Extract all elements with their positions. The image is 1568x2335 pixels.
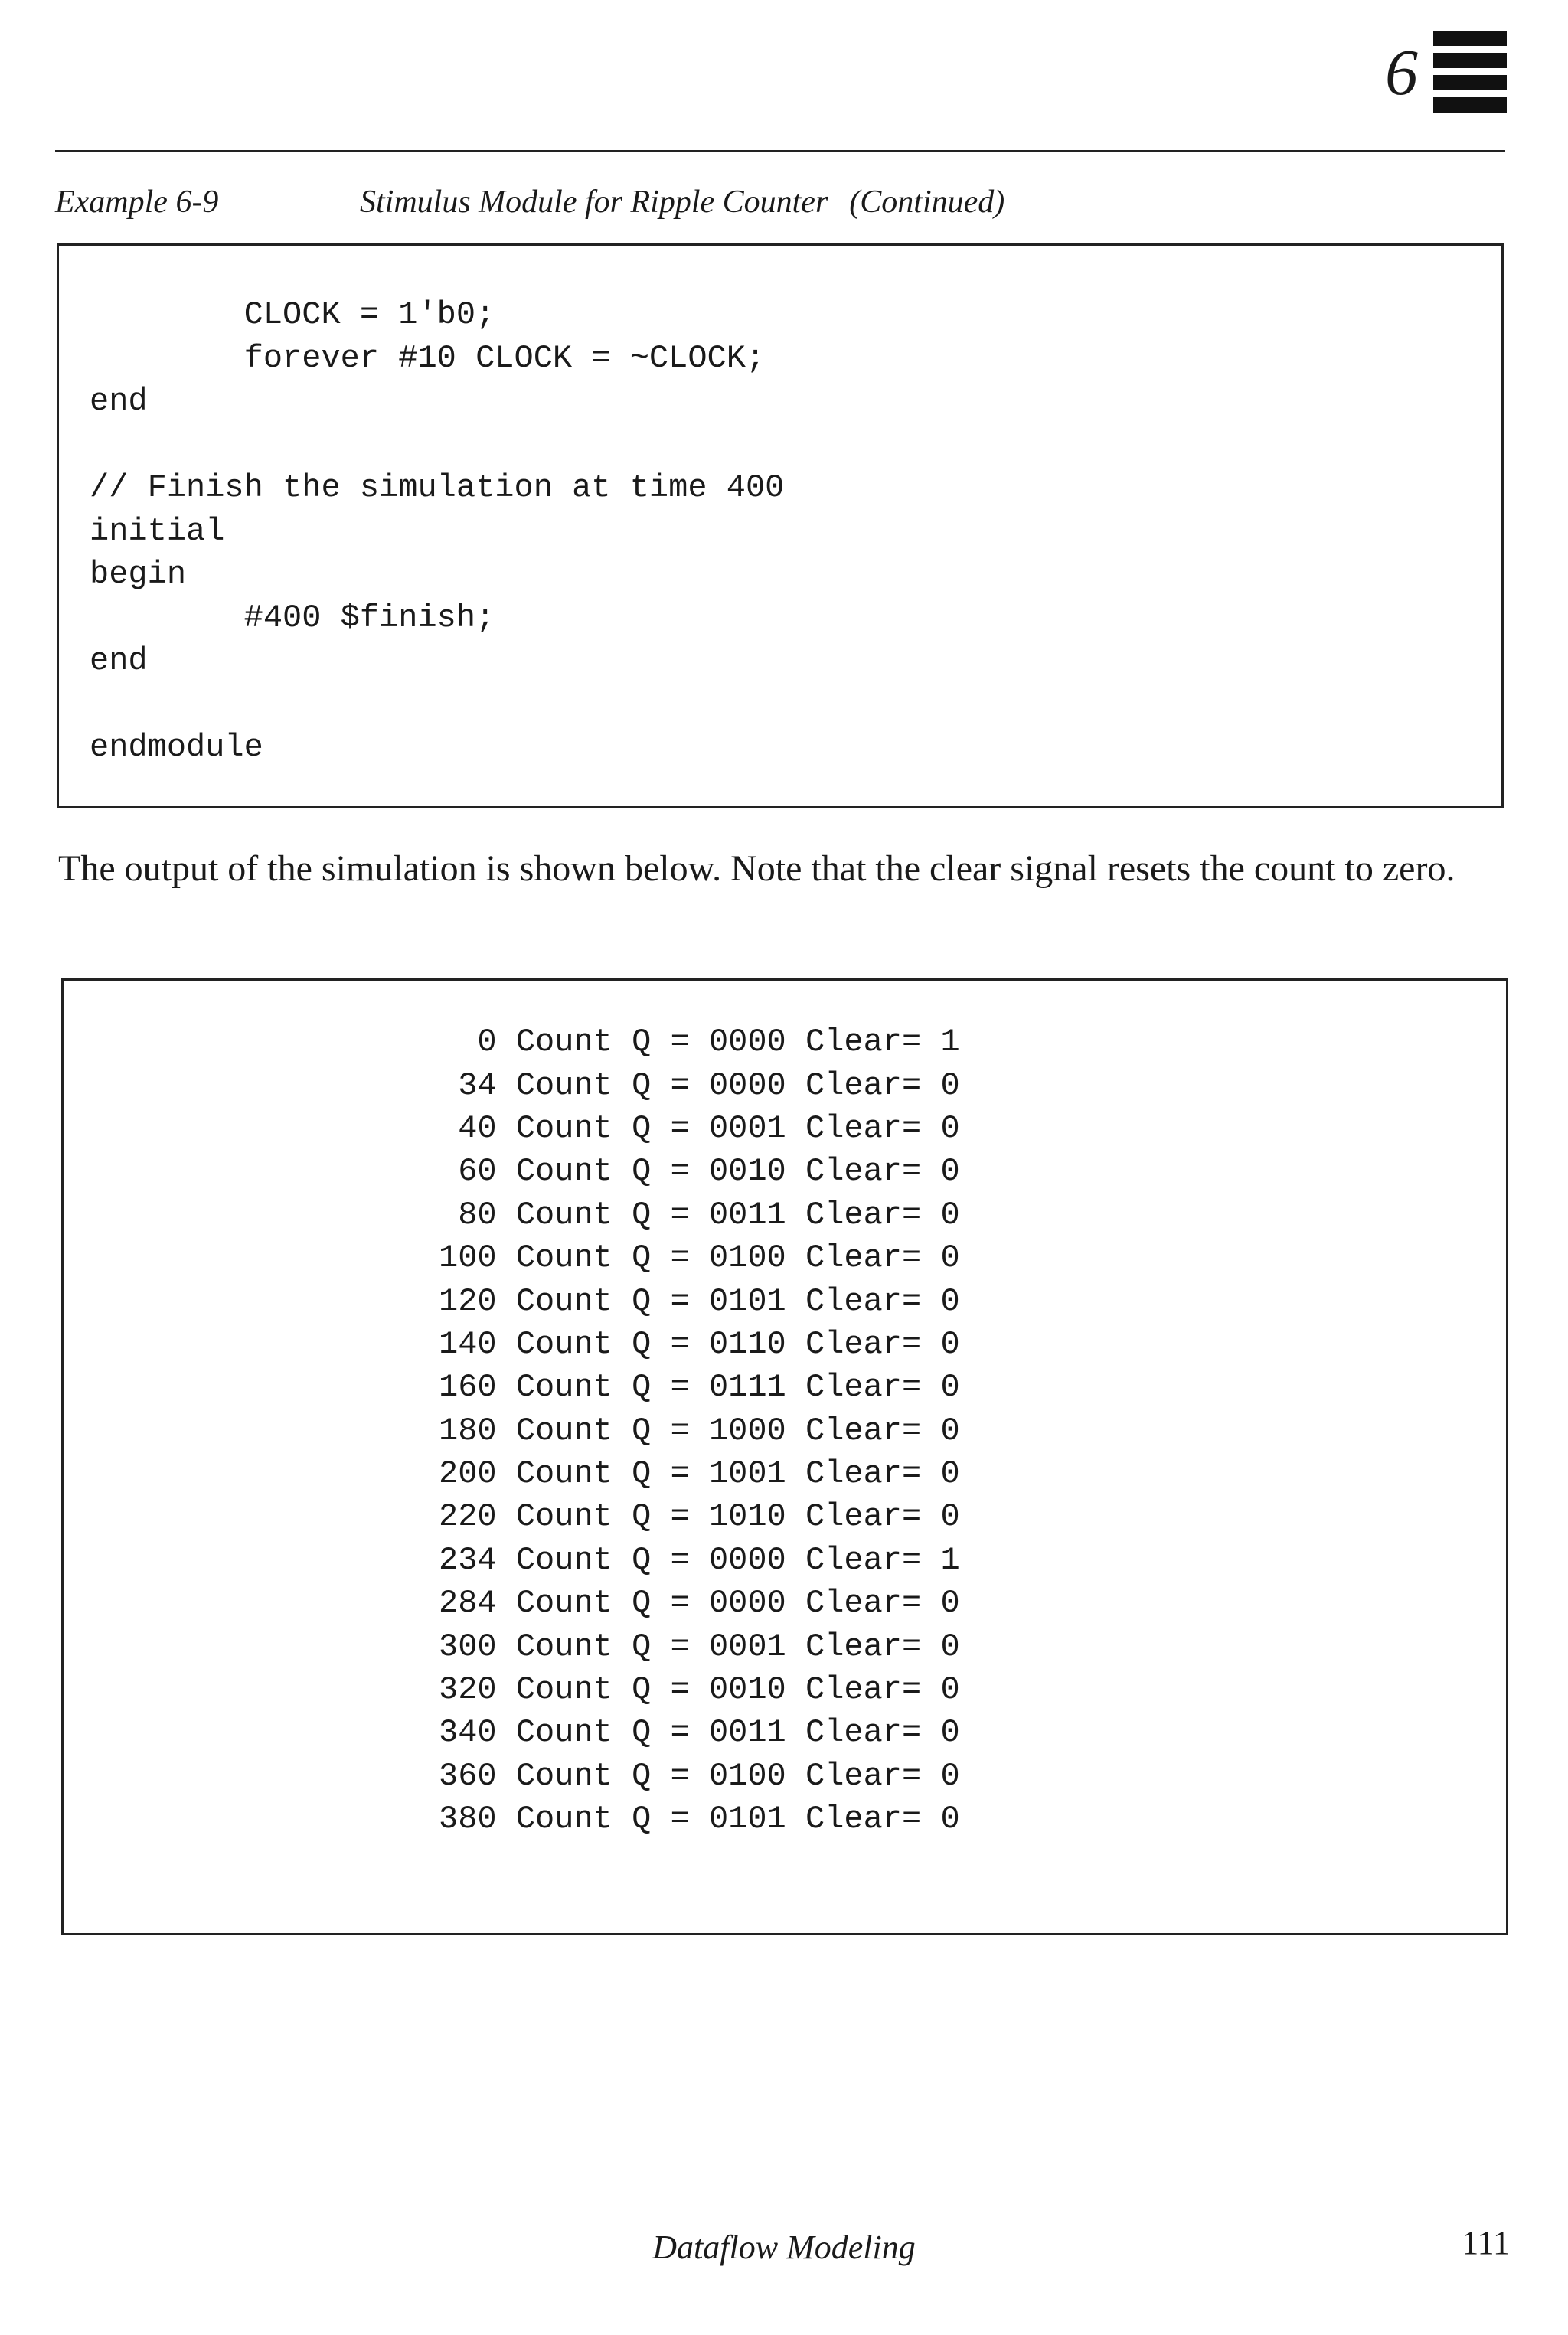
output-q-value-text: 0000 <box>708 1585 786 1622</box>
output-clear-label-text: Clear= <box>805 1671 922 1709</box>
chapter-number: 6 <box>1385 34 1418 109</box>
output-q-value <box>709 1409 805 1452</box>
output-q-label <box>632 1668 709 1711</box>
output-q-label-text: Q = <box>632 1412 690 1449</box>
output-time-text: 160 <box>439 1369 497 1406</box>
output-count-label-text: Count <box>515 1628 612 1665</box>
output-count-label <box>516 1582 632 1625</box>
output-clear-value <box>940 1107 959 1150</box>
output-clear-label <box>805 1107 940 1150</box>
simulation-output-box <box>61 978 1508 1935</box>
output-count-label <box>516 1755 632 1798</box>
code-line: // Finish the simulation at time 400 <box>90 469 785 506</box>
output-count-label-text: Count <box>515 1239 612 1277</box>
output-q-label <box>632 1063 709 1106</box>
output-time-text: 360 <box>439 1757 497 1795</box>
example-caption <box>55 184 1004 220</box>
output-q-value-text: 0101 <box>708 1801 786 1838</box>
output-q-label-text: Q = <box>632 1024 690 1061</box>
output-q-value-text: 0100 <box>708 1757 786 1795</box>
output-count-label-text: Count <box>515 1671 612 1709</box>
output-q-value-text: 1000 <box>708 1412 786 1449</box>
output-clear-value <box>940 1021 959 1063</box>
output-count-label <box>516 1798 632 1840</box>
output-time <box>439 1711 516 1754</box>
output-q-value <box>709 1194 805 1236</box>
output-q-label <box>632 1236 709 1279</box>
output-q-label <box>632 1711 709 1754</box>
output-count-label-text: Count <box>515 1024 612 1061</box>
output-q-value-text: 0000 <box>708 1066 786 1104</box>
output-clear-value-text: 0 <box>940 1412 960 1449</box>
output-row <box>439 1755 960 1798</box>
output-count-label <box>516 1409 632 1452</box>
output-q-value-text: 0100 <box>708 1239 786 1277</box>
footer-section-title: Dataflow Modeling <box>652 2229 916 2266</box>
output-clear-label-text: Clear= <box>805 1628 922 1665</box>
output-time-text: 60 <box>458 1153 497 1190</box>
output-count-label-text: Count <box>515 1109 612 1147</box>
output-row <box>439 1107 960 1150</box>
output-row <box>439 1279 960 1322</box>
output-row <box>439 1798 960 1840</box>
output-q-value <box>709 1021 805 1063</box>
output-row <box>439 1021 960 1063</box>
output-q-value <box>709 1063 805 1106</box>
output-row <box>439 1625 960 1667</box>
output-count-label <box>516 1194 632 1236</box>
output-count-label <box>516 1021 632 1063</box>
output-clear-value-text: 0 <box>940 1455 960 1493</box>
output-clear-label-text: Clear= <box>805 1239 922 1277</box>
output-clear-value <box>940 1798 959 1840</box>
output-clear-value-text: 1 <box>940 1541 960 1579</box>
output-count-label-text: Count <box>515 1282 612 1320</box>
output-time <box>439 1452 516 1495</box>
output-time <box>439 1366 516 1409</box>
output-count-label-text: Count <box>515 1196 612 1233</box>
output-time-text: 100 <box>439 1239 497 1277</box>
output-q-label-text: Q = <box>632 1109 690 1147</box>
output-q-label-text: Q = <box>632 1455 690 1493</box>
output-clear-label-text: Clear= <box>805 1498 922 1536</box>
output-q-label <box>632 1755 709 1798</box>
output-time-text: 120 <box>439 1282 497 1320</box>
output-q-label-text: Q = <box>632 1757 690 1795</box>
output-q-label <box>632 1495 709 1538</box>
output-clear-label <box>805 1366 940 1409</box>
output-row <box>439 1366 960 1409</box>
output-count-label-text: Count <box>515 1801 612 1838</box>
output-q-value <box>709 1150 805 1193</box>
output-time <box>439 1539 516 1582</box>
code-line: endmodule <box>90 729 263 766</box>
output-count-label-text: Count <box>515 1541 612 1579</box>
output-time <box>439 1625 516 1667</box>
output-q-value <box>709 1625 805 1667</box>
output-q-label-text: Q = <box>632 1239 690 1277</box>
output-clear-value-text: 0 <box>940 1498 960 1536</box>
output-row <box>439 1668 960 1711</box>
output-q-label <box>632 1323 709 1366</box>
output-q-value-text: 1001 <box>708 1455 786 1493</box>
output-clear-value <box>940 1711 959 1754</box>
output-count-label <box>516 1323 632 1366</box>
output-time <box>439 1150 516 1193</box>
output-clear-value-text: 0 <box>940 1585 960 1622</box>
output-clear-label-text: Clear= <box>805 1714 922 1752</box>
output-clear-label <box>805 1279 940 1322</box>
output-time-text: 300 <box>439 1628 497 1665</box>
output-q-value <box>709 1711 805 1754</box>
output-count-label-text: Count <box>515 1412 612 1449</box>
output-time <box>439 1798 516 1840</box>
code-line: end <box>90 383 148 420</box>
output-count-label <box>516 1107 632 1150</box>
output-q-label-text: Q = <box>632 1628 690 1665</box>
output-clear-value <box>940 1366 959 1409</box>
output-clear-value-text: 0 <box>940 1757 960 1795</box>
output-row <box>439 1236 960 1279</box>
output-clear-label <box>805 1668 940 1711</box>
output-clear-label <box>805 1194 940 1236</box>
code-line: initial <box>90 512 225 550</box>
output-q-value-text: 0000 <box>708 1541 786 1579</box>
output-clear-value <box>940 1755 959 1798</box>
output-q-value <box>709 1495 805 1538</box>
output-time-text: 140 <box>439 1325 497 1363</box>
output-clear-value <box>940 1236 959 1279</box>
code-line: CLOCK = 1'b0; <box>90 296 495 333</box>
output-time-text: 340 <box>439 1714 497 1752</box>
output-row <box>439 1495 960 1538</box>
output-time <box>439 1582 516 1625</box>
output-time-text: 34 <box>458 1066 497 1104</box>
code-line: forever #10 CLOCK = ~CLOCK; <box>90 339 766 377</box>
output-q-value-text: 0110 <box>708 1325 786 1363</box>
output-q-label-text: Q = <box>632 1282 690 1320</box>
output-clear-value-text: 0 <box>940 1153 960 1190</box>
output-q-value <box>709 1798 805 1840</box>
output-q-value-text: 0010 <box>708 1153 786 1190</box>
output-q-label <box>632 1409 709 1452</box>
output-q-value-text: 1010 <box>708 1498 786 1536</box>
output-count-label-text: Count <box>515 1455 612 1493</box>
output-count-label-text: Count <box>515 1714 612 1752</box>
output-row <box>439 1711 960 1754</box>
output-clear-label-text: Clear= <box>805 1412 922 1449</box>
output-clear-value-text: 0 <box>940 1325 960 1363</box>
output-q-value <box>709 1366 805 1409</box>
output-clear-value <box>940 1539 959 1582</box>
simulation-output-table <box>439 1021 960 1840</box>
output-count-label <box>516 1150 632 1193</box>
output-q-label-text: Q = <box>632 1196 690 1233</box>
output-count-label-text: Count <box>515 1153 612 1190</box>
output-q-label <box>632 1150 709 1193</box>
simulation-output-rows <box>439 1021 960 1840</box>
output-time <box>439 1063 516 1106</box>
output-q-value-text: 0010 <box>708 1671 786 1709</box>
output-count-label <box>516 1625 632 1667</box>
output-clear-value <box>940 1668 959 1711</box>
output-clear-value-text: 0 <box>940 1714 960 1752</box>
output-q-label <box>632 1625 709 1667</box>
output-row <box>439 1582 960 1625</box>
output-q-label-text: Q = <box>632 1585 690 1622</box>
output-row <box>439 1323 960 1366</box>
code-listing <box>90 293 784 769</box>
output-time <box>439 1236 516 1279</box>
output-clear-label <box>805 1452 940 1495</box>
output-count-label <box>516 1711 632 1754</box>
output-q-value-text: 0011 <box>708 1714 786 1752</box>
output-clear-label <box>805 1755 940 1798</box>
output-count-label <box>516 1668 632 1711</box>
output-q-value <box>709 1323 805 1366</box>
output-count-label <box>516 1495 632 1538</box>
intro-paragraph: The output of the simulation is shown below. Note that the clear signal resets the count to zero. <box>58 848 1455 889</box>
output-q-label <box>632 1194 709 1236</box>
output-row <box>439 1539 960 1582</box>
output-q-label-text: Q = <box>632 1541 690 1579</box>
output-clear-label <box>805 1323 940 1366</box>
output-clear-value <box>940 1409 959 1452</box>
output-clear-label-text: Clear= <box>805 1153 922 1190</box>
output-clear-label <box>805 1021 940 1063</box>
output-q-label <box>632 1366 709 1409</box>
chapter-marker <box>1385 31 1507 113</box>
output-q-value <box>709 1279 805 1322</box>
output-time <box>439 1194 516 1236</box>
output-clear-value-text: 0 <box>940 1282 960 1320</box>
output-clear-label <box>805 1409 940 1452</box>
output-time <box>439 1279 516 1322</box>
output-clear-label <box>805 1798 940 1840</box>
output-clear-value-text: 0 <box>940 1196 960 1233</box>
output-time <box>439 1755 516 1798</box>
output-clear-label <box>805 1063 940 1106</box>
output-clear-label-text: Clear= <box>805 1585 922 1622</box>
output-q-label-text: Q = <box>632 1714 690 1752</box>
output-q-label <box>632 1539 709 1582</box>
output-q-label-text: Q = <box>632 1671 690 1709</box>
output-q-label <box>632 1021 709 1063</box>
code-listing-box <box>57 243 1504 808</box>
output-row <box>439 1063 960 1106</box>
output-clear-value-text: 0 <box>940 1066 960 1104</box>
output-q-value <box>709 1582 805 1625</box>
output-q-value <box>709 1668 805 1711</box>
output-clear-label <box>805 1236 940 1279</box>
output-q-value-text: 0011 <box>708 1196 786 1233</box>
output-q-value-text: 0101 <box>708 1282 786 1320</box>
output-q-value <box>709 1539 805 1582</box>
output-count-label <box>516 1539 632 1582</box>
output-clear-value-text: 0 <box>940 1801 960 1838</box>
output-clear-label-text: Clear= <box>805 1541 922 1579</box>
output-q-value-text: 0001 <box>708 1628 786 1665</box>
page-number: 111 <box>1462 2224 1510 2262</box>
output-time-text: 180 <box>439 1412 497 1449</box>
output-time-text: 200 <box>439 1455 497 1493</box>
output-clear-value <box>940 1452 959 1495</box>
example-continued: (Continued) <box>849 185 1005 220</box>
output-clear-label <box>805 1711 940 1754</box>
output-q-label <box>632 1582 709 1625</box>
output-clear-label-text: Clear= <box>805 1282 922 1320</box>
output-clear-value-text: 0 <box>940 1239 960 1277</box>
output-time-text: 0 <box>477 1024 497 1061</box>
output-time <box>439 1021 516 1063</box>
output-q-value <box>709 1236 805 1279</box>
output-time <box>439 1668 516 1711</box>
output-time <box>439 1107 516 1150</box>
output-clear-label <box>805 1582 940 1625</box>
output-clear-value <box>940 1279 959 1322</box>
output-clear-label <box>805 1625 940 1667</box>
output-count-label-text: Count <box>515 1585 612 1622</box>
output-q-value <box>709 1755 805 1798</box>
output-row <box>439 1150 960 1193</box>
output-q-label <box>632 1279 709 1322</box>
output-clear-label <box>805 1495 940 1538</box>
output-time-text: 284 <box>439 1585 497 1622</box>
output-count-label <box>516 1236 632 1279</box>
output-clear-label-text: Clear= <box>805 1109 922 1147</box>
output-count-label <box>516 1366 632 1409</box>
output-q-label-text: Q = <box>632 1801 690 1838</box>
output-clear-value <box>940 1150 959 1193</box>
output-q-label <box>632 1107 709 1150</box>
output-clear-label-text: Clear= <box>805 1196 922 1233</box>
output-time <box>439 1495 516 1538</box>
output-q-label-text: Q = <box>632 1066 690 1104</box>
output-clear-value-text: 0 <box>940 1671 960 1709</box>
output-q-value-text: 0111 <box>708 1369 786 1406</box>
output-clear-value <box>940 1625 959 1667</box>
output-clear-value <box>940 1495 959 1538</box>
example-title: Stimulus Module for Ripple Counter <box>360 185 828 220</box>
output-count-label <box>516 1452 632 1495</box>
example-label: Example 6-9 <box>55 185 219 220</box>
output-clear-value <box>940 1323 959 1366</box>
output-q-value <box>709 1452 805 1495</box>
output-q-label-text: Q = <box>632 1153 690 1190</box>
code-line: end <box>90 642 148 679</box>
output-time <box>439 1409 516 1452</box>
output-clear-label <box>805 1539 940 1582</box>
chapter-bars-icon <box>1433 31 1507 113</box>
output-clear-label-text: Clear= <box>805 1455 922 1493</box>
output-clear-label-text: Clear= <box>805 1801 922 1838</box>
output-q-label <box>632 1798 709 1840</box>
output-clear-label-text: Clear= <box>805 1066 922 1104</box>
code-line: begin <box>90 556 187 593</box>
output-count-label <box>516 1279 632 1322</box>
output-clear-value-text: 0 <box>940 1109 960 1147</box>
output-clear-value <box>940 1582 959 1625</box>
output-time-text: 80 <box>458 1196 497 1233</box>
output-row <box>439 1409 960 1452</box>
output-q-label <box>632 1452 709 1495</box>
output-row <box>439 1194 960 1236</box>
output-clear-label-text: Clear= <box>805 1757 922 1795</box>
output-count-label-text: Count <box>515 1369 612 1406</box>
output-clear-label-text: Clear= <box>805 1024 922 1061</box>
output-clear-label-text: Clear= <box>805 1369 922 1406</box>
output-count-label <box>516 1063 632 1106</box>
output-q-label-text: Q = <box>632 1325 690 1363</box>
header-rule <box>55 150 1505 152</box>
code-line: #400 $finish; <box>90 599 495 636</box>
output-time-text: 380 <box>439 1801 497 1838</box>
output-time-text: 320 <box>439 1671 497 1709</box>
output-time-text: 220 <box>439 1498 497 1536</box>
output-q-value-text: 0000 <box>708 1024 786 1061</box>
output-q-value <box>709 1107 805 1150</box>
output-row <box>439 1452 960 1495</box>
output-clear-value-text: 0 <box>940 1369 960 1406</box>
output-clear-label-text: Clear= <box>805 1325 922 1363</box>
output-clear-value-text: 1 <box>940 1024 960 1061</box>
output-clear-value <box>940 1063 959 1106</box>
output-count-label-text: Count <box>515 1066 612 1104</box>
output-count-label-text: Count <box>515 1498 612 1536</box>
output-count-label-text: Count <box>515 1757 612 1795</box>
output-q-label-text: Q = <box>632 1498 690 1536</box>
output-count-label-text: Count <box>515 1325 612 1363</box>
output-clear-label <box>805 1150 940 1193</box>
output-clear-value-text: 0 <box>940 1628 960 1665</box>
output-time <box>439 1323 516 1366</box>
output-q-label-text: Q = <box>632 1369 690 1406</box>
output-time-text: 40 <box>458 1109 497 1147</box>
output-time-text: 234 <box>439 1541 497 1579</box>
output-q-value-text: 0001 <box>708 1109 786 1147</box>
output-clear-value <box>940 1194 959 1236</box>
